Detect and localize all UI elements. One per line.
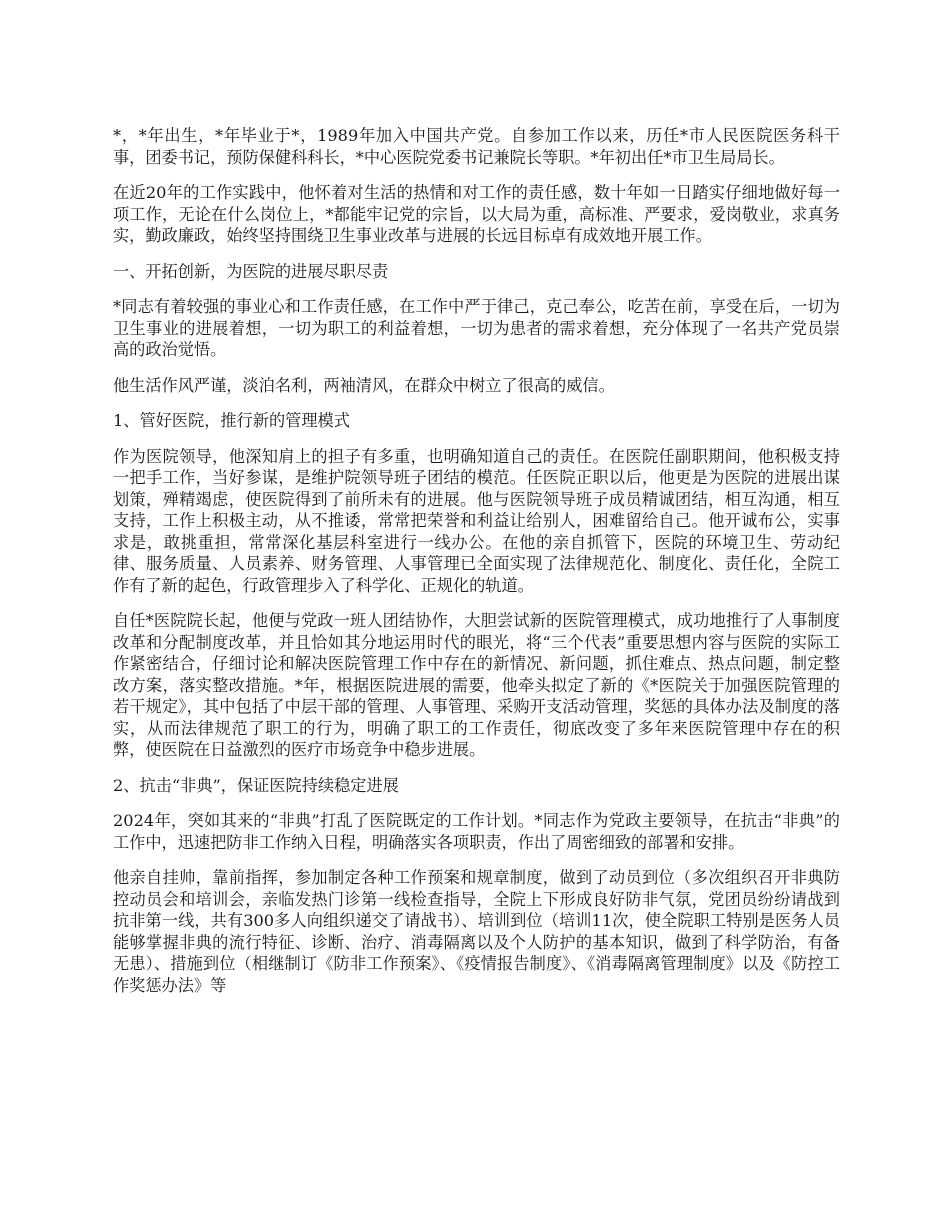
paragraph-sars-intro: 2024年，突如其来的“非典”打乱了医院既定的工作计划。*同志作为党政主要领导，在抗击“非典”的工作中，迅速把防非工作纳入日程，明确落实各项职责，作出了周密细致的部署和安排。	[113, 811, 840, 852]
paragraph-intro: *，*年出生，*年毕业于*，1989年加入中国共产党。自参加工作以来，历任*市人民医院医务科干事，团委书记，预防保健科科长，*中心医院党委书记兼院长等职。*年初出任*市卫生局局长。	[113, 126, 840, 167]
subsection-heading-1: 1、管好医院，推行新的管理模式	[113, 411, 350, 430]
section-heading-1: 一、开拓创新，为医院的进展尽职尽责	[113, 261, 389, 281]
subsection-heading-2: 2、抗击“非典”，保证医院持续稳定进展	[113, 775, 399, 795]
document-body	[113, 125, 840, 1010]
paragraph-sars-measures: 他亲自挂帅，靠前指挥，参加制定各种工作预案和规章制度，做到了动员到位（多次组织召开非典防控动员会和培训会，亲临发热门诊第一线检查指导，全院上下形成良好防非气氛，党团员纷纷请战到抗非第一线，共有300多人向组织递交了请战书）、培训到位（培训11次，使全院职工特别是医务人员能够掌握非典的流行特征、诊断、治疗、消毒隔离以及个人防护的基本知识，做到了科学防治，有备无患）、措施到位（相继制订《防非工作预案》、《疫情报告制度》、《消毒隔离管理制度》以及《防控工作奖惩办法》等	[113, 868, 840, 995]
paragraph-reform: 自任*医院院长起，他便与党政一班人团结协作，大胆尝试新的医院管理模式，成功地推行了人事制度改革和分配制度改革，并且恰如其分地运用时代的眼光，将“三个代表”重要思想内容与医院的实际工作紧密结合，仔细讨论和解决医院管理工作中存在的新情况、新问题，抓住难点、热点问题，制定整改方案，落实整改措施。*年，根据医院进展的需要，他牵头拟定了新的《*医院关于加强医院管理的若干规定》，其中包括了中层干部的管理、人事管理、采购开支活动管理，奖惩的具体办法及制度的落实，从而法律规范了职工的行为，明确了职工的工作责任，彻底改变了多年来医院管理中存在的积弊，使医院在日益激烈的医疗市场竞争中稳步进展。	[113, 611, 840, 759]
paragraph-leadership: 作为医院领导，他深知肩上的担子有多重，也明确知道自己的责任。在医院任副职期间，他积极支持一把手工作，当好参谋，是维护院领导班子团结的模范。任医院正职以后，他更是为医院的进展出谋划策，殚精竭虑，使医院得到了前所未有的进展。他与医院领导班子成员精诚团结，相互沟通，相互支持，工作上积极主动，从不推诿，常常把荣誉和利益让给别人，困难留给自己。他开诚布公，实事求是，敢挑重担，常常深化基层科室进行一线办公。在他的亲自抓管下，医院的环境卫生、劳动纪律、服务质量、人员素养、财务管理、人事管理已全面实现了法律规范化、制度化、责任化，全院工作有了新的起色，行政管理步入了科学化、正规化的轨道。	[113, 446, 840, 595]
paragraph-responsibility: *同志有着较强的事业心和工作责任感，在工作中严于律己，克己奉公，吃苦在前，享受在后，一切为卫生事业的进展着想，一切为职工的利益着想，一切为患者的需求着想，充分体现了一名共产党员崇高的政治觉悟。	[113, 297, 840, 359]
paragraph-lifestyle: 他生活作风严谨，淡泊名利，两袖清风，在群众中树立了很高的威信。	[113, 375, 615, 395]
paragraph-work-practice: 在近20年的工作实践中，他怀着对生活的热情和对工作的责任感，数十年如一日踏实仔细地做好每一项工作，无论在什么岗位上，*都能牢记党的宗旨，以大局为重，高标准、严要求，爱岗敬业，求真务实，勤政廉政，始终坚持围绕卫生事业改革与进展的长远目标卓有成效地开展工作。	[113, 183, 840, 245]
